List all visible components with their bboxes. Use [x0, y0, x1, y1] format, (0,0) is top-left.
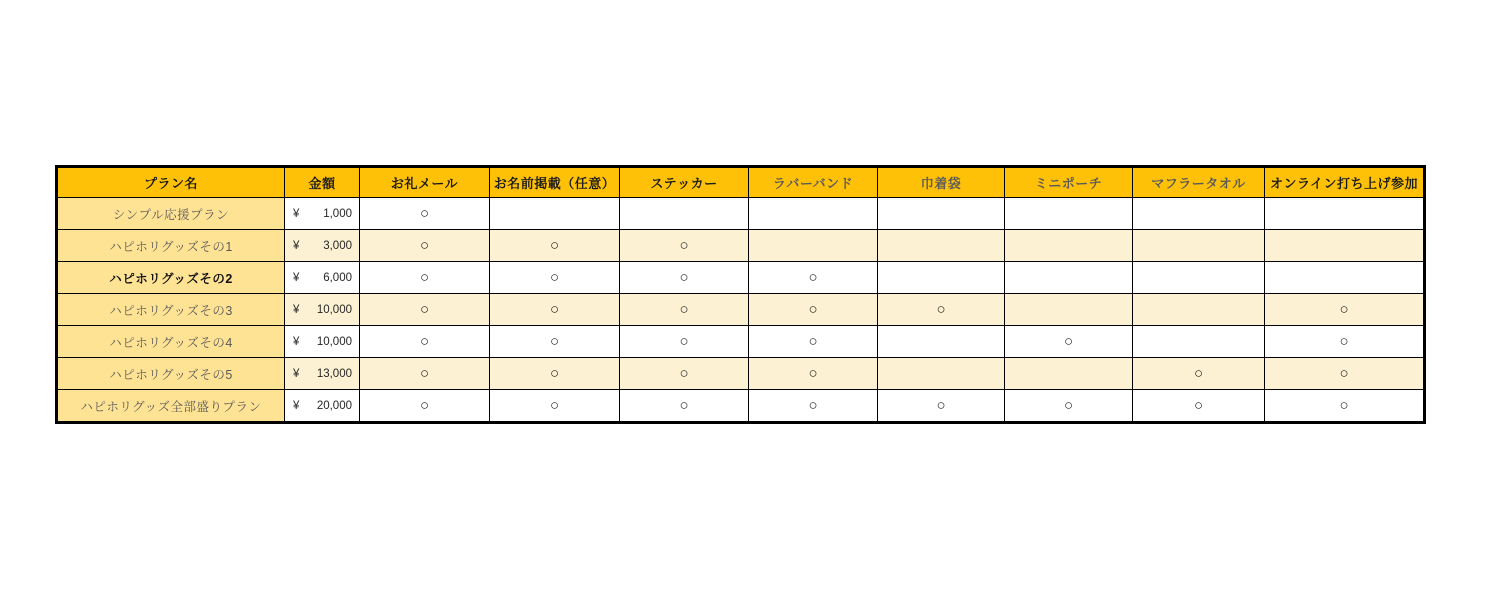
table-row-all-in-plan [57, 390, 1425, 423]
benefit-mark-cell [878, 326, 1005, 358]
price-value: 3,000 [323, 239, 352, 252]
benefit-mark-cell [878, 262, 1005, 294]
plan-name-cell: ハピホリグッズその5 [57, 358, 285, 390]
benefit-mark-cell [1265, 230, 1425, 262]
benefit-mark-cell: ○ [1005, 326, 1133, 358]
benefit-mark-cell: ○ [620, 390, 749, 423]
benefit-mark-cell [1005, 230, 1133, 262]
column-header-price: 金額 [285, 167, 360, 198]
currency-symbol: ¥ [293, 399, 300, 412]
benefit-mark-cell: ○ [878, 294, 1005, 326]
price-value: 6,000 [323, 271, 352, 284]
currency-symbol: ¥ [293, 207, 300, 220]
price-value: 13,000 [316, 367, 352, 380]
benefit-mark-cell: ○ [1133, 390, 1265, 423]
plan-name-cell: ハピホリグッズその2 [57, 262, 285, 294]
price-cell [285, 358, 360, 390]
benefit-mark-cell [1133, 230, 1265, 262]
benefit-mark-cell: ○ [1265, 326, 1425, 358]
table-row-goods-4 [57, 326, 1425, 358]
benefit-mark-cell [1005, 198, 1133, 230]
benefit-mark-cell: ○ [620, 294, 749, 326]
currency-symbol: ¥ [293, 239, 300, 252]
price-value: 10,000 [316, 335, 352, 348]
price-value: 10,000 [316, 303, 352, 316]
currency-symbol: ¥ [293, 335, 300, 348]
currency-symbol: ¥ [293, 271, 300, 284]
benefit-mark-cell: ○ [749, 390, 878, 423]
benefit-mark-cell: ○ [360, 294, 490, 326]
benefit-mark-cell: ○ [490, 262, 620, 294]
benefit-mark-cell: ○ [749, 358, 878, 390]
benefit-mark-cell: ○ [490, 358, 620, 390]
price-cell [285, 230, 360, 262]
price-cell [285, 294, 360, 326]
column-header-drawstring-bag: 巾着袋 [878, 167, 1005, 198]
price-cell [285, 390, 360, 423]
column-header-muffler-towel: マフラータオル [1133, 167, 1265, 198]
column-header-plan-name: プラン名 [57, 167, 285, 198]
plans-benefits-table-container [55, 165, 1426, 424]
price-cell [285, 262, 360, 294]
benefit-mark-cell: ○ [1265, 390, 1425, 423]
column-header-online-party: オンライン打ち上げ参加 [1265, 167, 1425, 198]
benefit-mark-cell: ○ [1005, 390, 1133, 423]
table-row-goods-3 [57, 294, 1425, 326]
benefit-mark-cell: ○ [620, 230, 749, 262]
plan-name-cell: ハピホリグッズ全部盛りプラン [57, 390, 285, 423]
benefit-mark-cell: ○ [490, 390, 620, 423]
benefit-mark-cell: ○ [749, 262, 878, 294]
plans-benefits-table [55, 165, 1426, 424]
price-value: 1,000 [323, 207, 352, 220]
benefit-mark-cell: ○ [360, 358, 490, 390]
currency-symbol: ¥ [293, 303, 300, 316]
benefit-mark-cell: ○ [749, 326, 878, 358]
column-header-rubber-band: ラバーバンド [749, 167, 878, 198]
plan-name-cell: シンプル応援プラン [57, 198, 285, 230]
benefit-mark-cell [620, 198, 749, 230]
benefit-mark-cell: ○ [490, 230, 620, 262]
table-row-goods-1 [57, 230, 1425, 262]
plan-name-cell: ハピホリグッズその4 [57, 326, 285, 358]
benefit-mark-cell [1265, 262, 1425, 294]
benefit-mark-cell [490, 198, 620, 230]
column-header-name-credit: お名前掲載（任意） [490, 167, 620, 198]
benefit-mark-cell [878, 230, 1005, 262]
benefit-mark-cell: ○ [360, 390, 490, 423]
benefit-mark-cell: ○ [749, 294, 878, 326]
plan-name-cell: ハピホリグッズその1 [57, 230, 285, 262]
header-row [57, 167, 1425, 198]
benefit-mark-cell [1133, 198, 1265, 230]
benefit-mark-cell: ○ [1133, 358, 1265, 390]
price-value: 20,000 [316, 399, 352, 412]
benefit-mark-cell: ○ [360, 230, 490, 262]
benefit-mark-cell: ○ [360, 326, 490, 358]
benefit-mark-cell: ○ [1265, 358, 1425, 390]
benefit-mark-cell [878, 358, 1005, 390]
table-row-goods-2 [57, 262, 1425, 294]
benefit-mark-cell [878, 198, 1005, 230]
plan-name-cell: ハピホリグッズその3 [57, 294, 285, 326]
benefit-mark-cell [1133, 326, 1265, 358]
price-cell [285, 198, 360, 230]
benefit-mark-cell: ○ [620, 326, 749, 358]
table-row-simple-plan [57, 198, 1425, 230]
benefit-mark-cell [1133, 262, 1265, 294]
benefit-mark-cell [1005, 262, 1133, 294]
benefit-mark-cell [1265, 198, 1425, 230]
benefit-mark-cell: ○ [490, 326, 620, 358]
column-header-thanks-mail: お礼メール [360, 167, 490, 198]
benefit-mark-cell: ○ [360, 262, 490, 294]
benefit-mark-cell: ○ [878, 390, 1005, 423]
benefit-mark-cell: ○ [1265, 294, 1425, 326]
benefit-mark-cell [1005, 358, 1133, 390]
price-cell [285, 326, 360, 358]
benefit-mark-cell: ○ [620, 262, 749, 294]
benefit-mark-cell [1133, 294, 1265, 326]
currency-symbol: ¥ [293, 367, 300, 380]
benefit-mark-cell [1005, 294, 1133, 326]
column-header-mini-pouch: ミニポーチ [1005, 167, 1133, 198]
column-header-sticker: ステッカー [620, 167, 749, 198]
benefit-mark-cell [749, 198, 878, 230]
benefit-mark-cell: ○ [620, 358, 749, 390]
benefit-mark-cell: ○ [360, 198, 490, 230]
benefit-mark-cell: ○ [490, 294, 620, 326]
table-row-goods-5 [57, 358, 1425, 390]
benefit-mark-cell [749, 230, 878, 262]
